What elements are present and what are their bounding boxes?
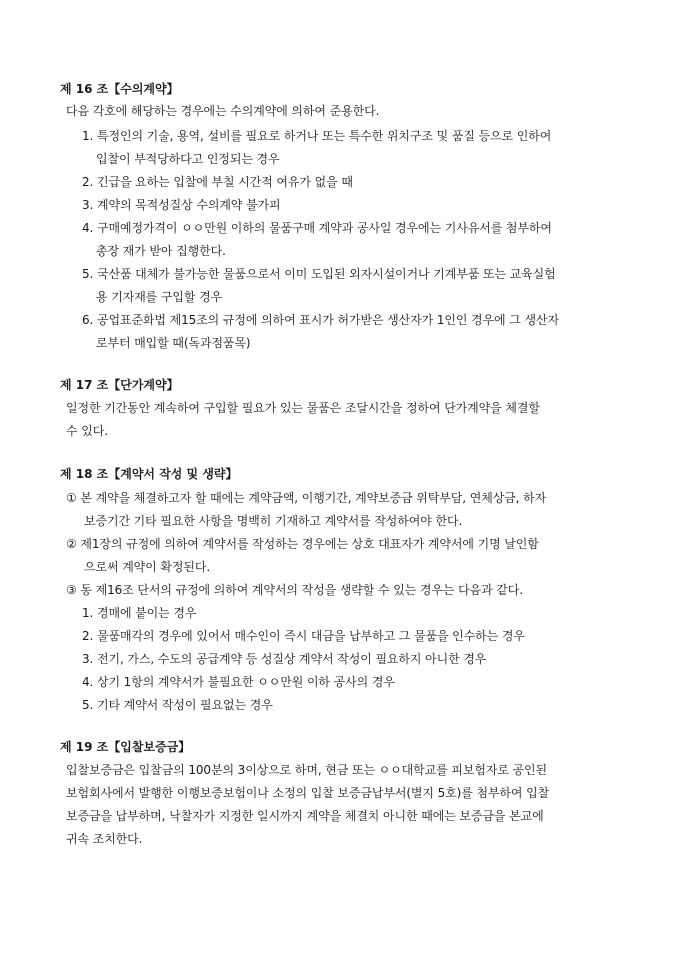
article-16-item-6: 6. 공업표준화법 제15조의 규정에 의하여 표시가 허가받은 생산자가 1인인 경우에 그 생산자 <box>82 313 559 327</box>
article-16-item-1-cont: 입찰이 부적당하다고 인정되는 경우 <box>96 152 280 166</box>
article-19-heading: 제 19 조【입찰보증금】 <box>60 740 191 754</box>
article-19-body-3: 보증금을 납부하며, 낙찰자가 지정한 일시까지 계약을 체결치 아니한 때에는 보증금을 본교에 <box>66 809 544 823</box>
article-18-clause-2: ② 제1장의 규정에 의하여 계약서를 작성하는 경우에는 상호 대표자가 계약서에 기명 날인함 <box>66 537 539 551</box>
article-16-heading: 제 16 조【수의계약】 <box>60 82 179 96</box>
article-18-item-5: 5. 기타 계약서 작성이 필요없는 경우 <box>82 698 273 712</box>
article-16-item-2: 2. 긴급을 요하는 입찰에 부칠 시간적 여유가 없을 때 <box>82 175 353 189</box>
article-17-heading: 제 17 조【단가계약】 <box>60 378 179 392</box>
article-16-item-5: 5. 국산품 대체가 불가능한 물품으로서 이미 도입된 외자시설이거나 기계부품 또는 교육실험 <box>82 267 556 281</box>
article-18-item-1: 1. 경매에 붙이는 경우 <box>82 606 197 620</box>
article-16-item-6-cont: 로부터 매입할 때(독과점품목) <box>96 336 251 350</box>
article-19-body-4: 귀속 조치한다. <box>66 832 143 846</box>
article-18-item-2: 2. 물품매각의 경우에 있어서 매수인이 즉시 대금을 납부하고 그 물품을 인수하는 경우 <box>82 629 525 643</box>
article-16-item-1: 1. 특정인의 기술, 용역, 설비를 필요로 하거나 또는 특수한 위치구조 및 품질 등으로 인하여 <box>82 129 552 143</box>
article-16-item-4: 4. 구매예정가격이 ㅇㅇ만원 이하의 물품구매 계약과 공사일 경우에는 기사유서를 첨부하여 <box>82 221 552 235</box>
article-17-body-cont: 수 있다. <box>66 424 108 438</box>
article-18-item-4: 4. 상기 1항의 계약서가 불필요한 ㅇㅇ만원 이하 공사의 경우 <box>82 675 395 689</box>
article-16-intro: 다음 각호에 해당하는 경우에는 수의계약에 의하여 준용한다. <box>66 104 380 118</box>
article-18-clause-3: ③ 동 제16조 단서의 규정에 의하여 계약서의 작성을 생략할 수 있는 경우는 다음과 같다. <box>66 583 523 597</box>
article-16-item-3: 3. 계약의 목적성질상 수의계약 불가피 <box>82 198 281 212</box>
article-19-body-2: 보험회사에서 발행한 이행보증보험이나 소정의 입찰 보증금납부서(별지 5호)를 첨부하여 입찰 <box>66 786 550 800</box>
article-17-body: 일정한 기간동안 계속하여 구입할 필요가 있는 물품은 조달시간을 정하여 단가계약을 체결할 <box>66 401 540 415</box>
article-19-body-1: 입찰보증금은 입찰금의 100분의 3이상으로 하며, 현금 또는 ㅇㅇ대학교를 피보험자로 공인된 <box>66 763 547 777</box>
article-16-item-5-cont: 용 기자재를 구입할 경우 <box>96 290 223 304</box>
article-18-heading: 제 18 조【계약서 작성 및 생략】 <box>60 467 238 481</box>
article-16-item-4-cont: 총장 재가 받아 집행한다. <box>96 244 226 258</box>
article-18-clause-2-cont: 으로써 계약이 확정된다. <box>84 560 211 574</box>
article-18-clause-1-cont: 보증기간 기타 필요한 사항을 명백히 기재하고 계약서를 작성하여야 한다. <box>84 514 463 528</box>
article-18-item-3: 3. 전기, 가스, 수도의 공급계약 등 성질상 계약서 작성이 필요하지 아니한 경우 <box>82 652 487 666</box>
article-18-clause-1: ① 본 계약을 체결하고자 할 때에는 계약금액, 이행기간, 계약보증금 위탁부담, 연체상금, 하자 <box>66 491 547 505</box>
